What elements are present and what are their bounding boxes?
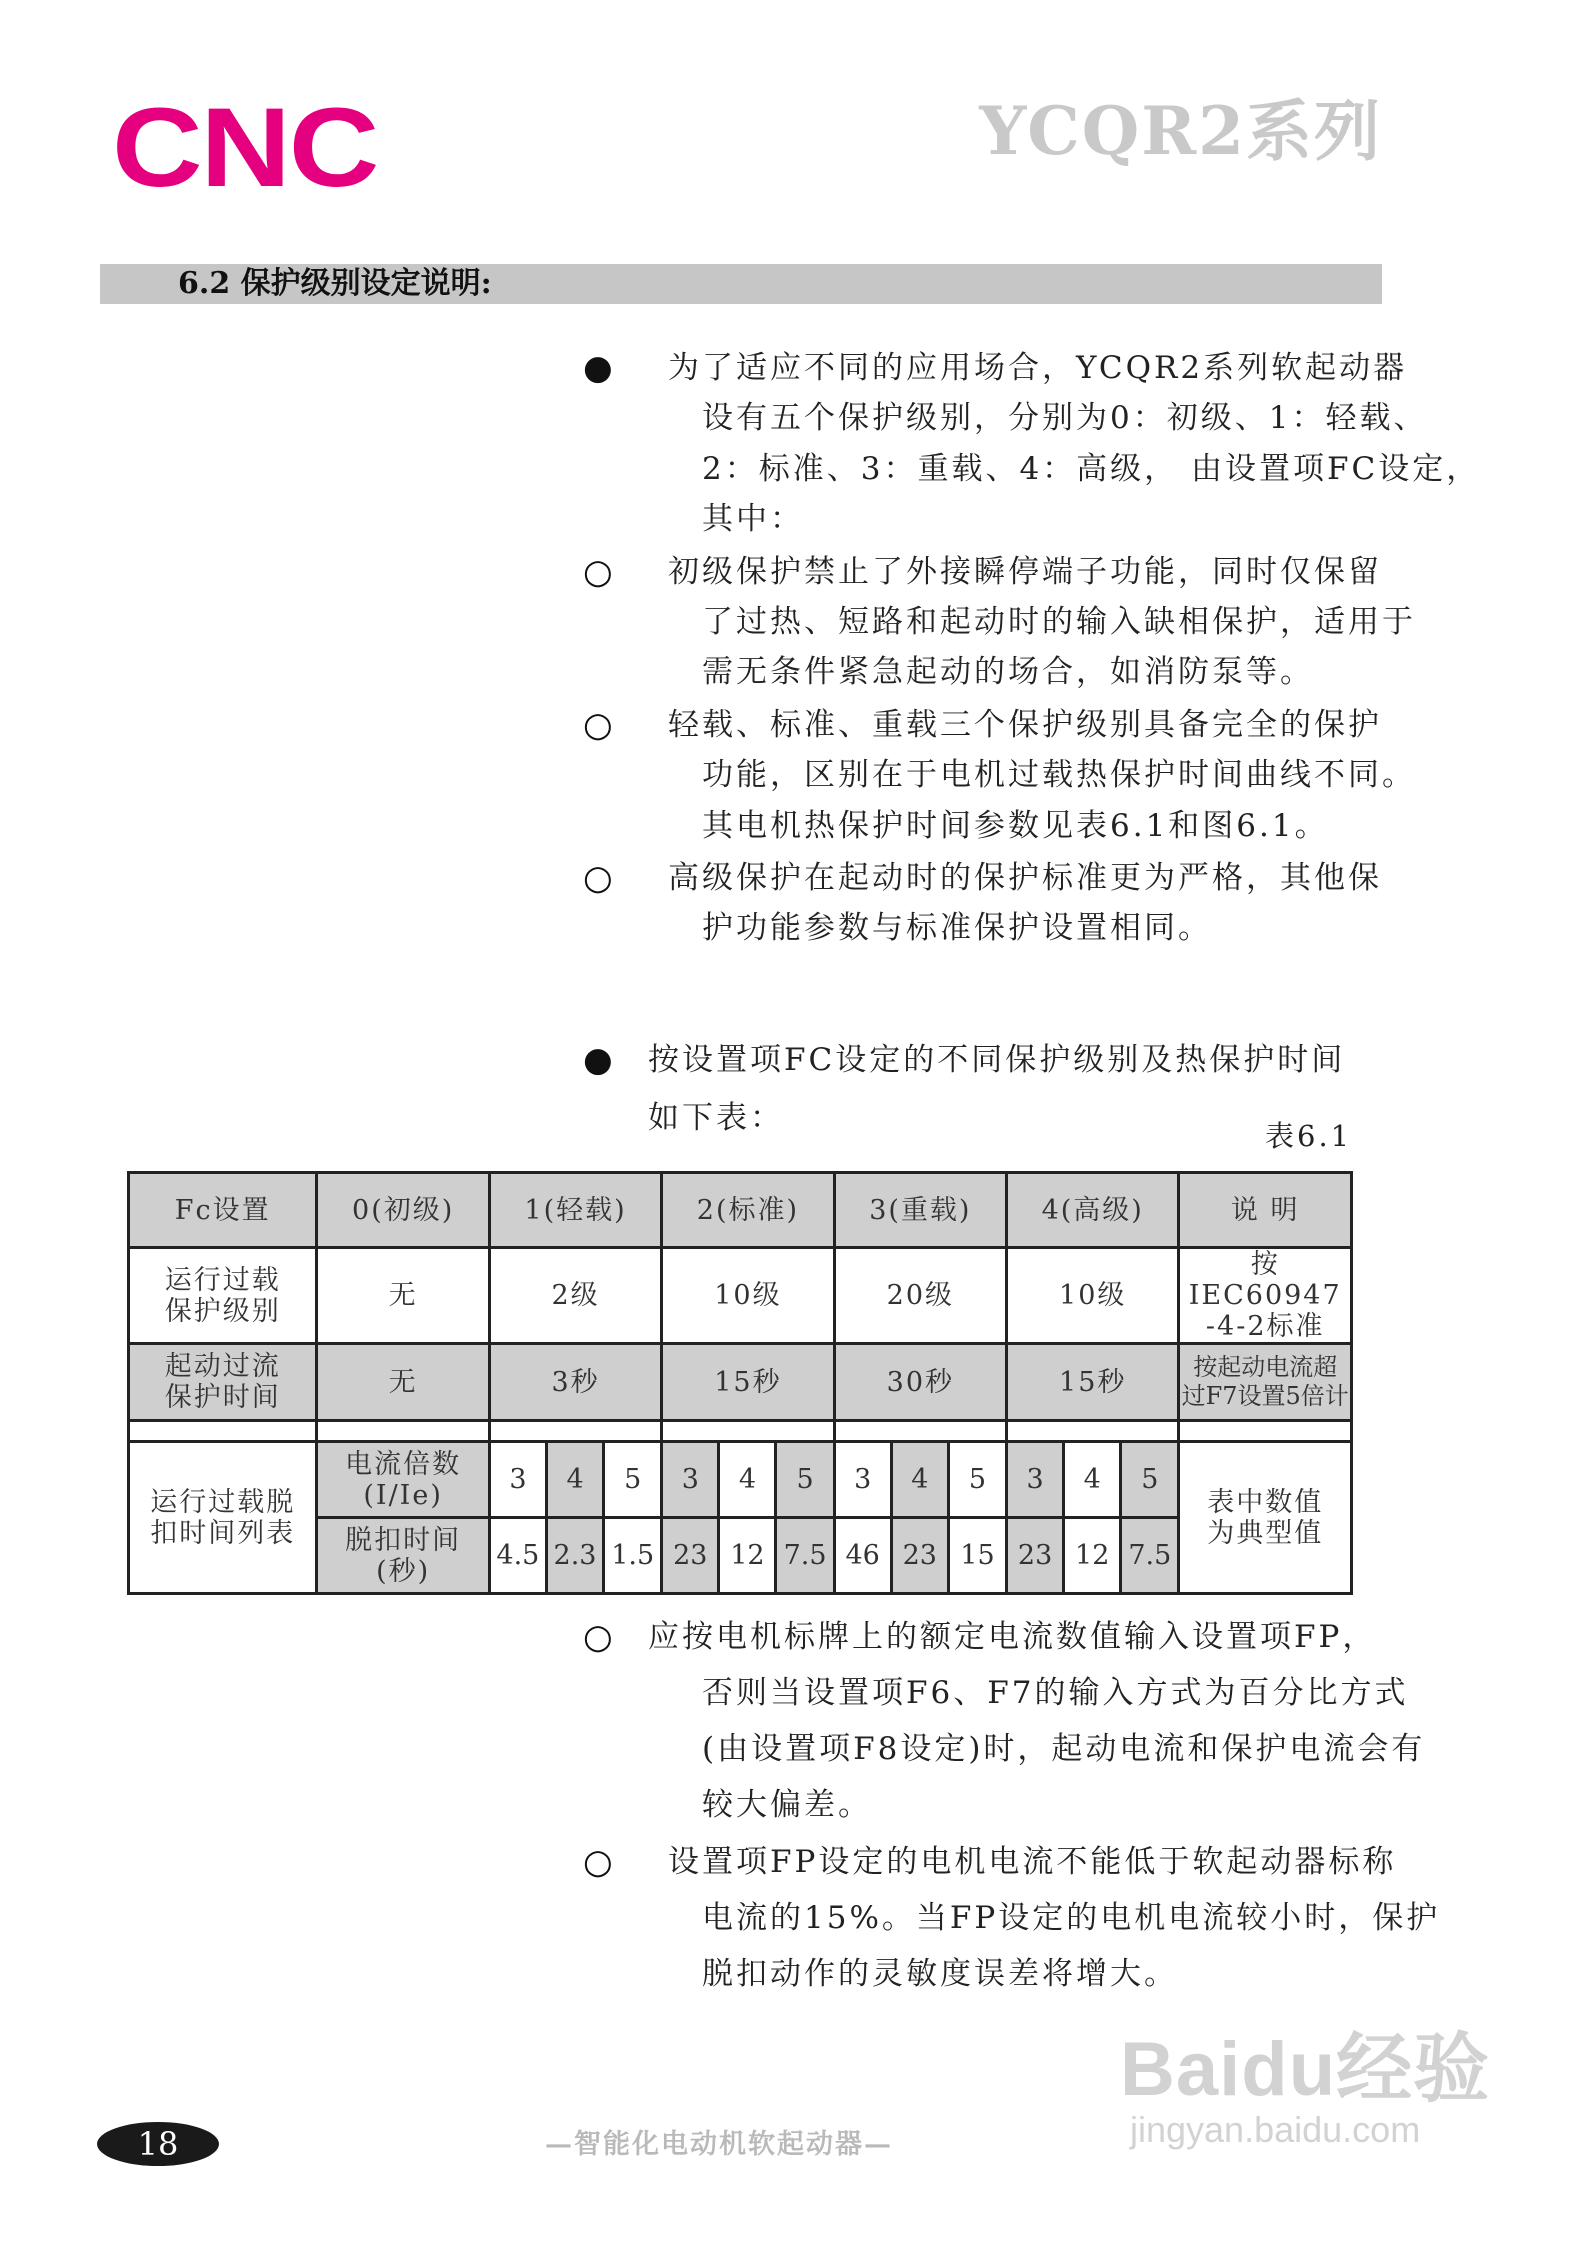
multiple-label-cell: 电流倍数 (I/Ie): [317, 1442, 489, 1518]
series-title: YCQR2系列: [979, 92, 1382, 170]
multiple-cell: 4: [719, 1442, 776, 1518]
text-line: 护功能参数与标准保护设置相同。: [702, 910, 1212, 946]
separator-cell: [1179, 1421, 1352, 1442]
table-header-cell: 说 明: [1179, 1173, 1352, 1248]
text-line: 轻载、标准、重载三个保护级别具备完全的保护: [668, 707, 1382, 743]
row-label-overload-level: 运行过载 保护级别: [129, 1248, 317, 1344]
text-line: 如下表：: [648, 1100, 784, 1136]
separator-cell: [1007, 1421, 1179, 1442]
text-line: 电流的15%。当FP设定的电机电流较小时，保护: [702, 1900, 1441, 1936]
multiple-cell: 5: [1121, 1442, 1179, 1518]
table-cell: 10级: [662, 1248, 834, 1344]
text-line: 脱扣动作的灵敏度误差将增大。: [702, 1956, 1178, 1992]
hollow-bullet-icon: ○: [583, 858, 613, 898]
table-header-cell: 2(标准): [662, 1173, 834, 1248]
table-header-cell: 4(高级): [1007, 1173, 1179, 1248]
text-line: 否则当设置项F6、F7的输入方式为百分比方式: [702, 1675, 1409, 1711]
filled-bullet-icon: ●: [583, 348, 613, 388]
table-header-cell: 1(轻载): [489, 1173, 661, 1248]
table-header-cell: 0(初级): [317, 1173, 489, 1248]
table-cell: 30秒: [834, 1344, 1006, 1421]
trip-time-cell: 12: [719, 1518, 776, 1594]
text-line: 其中：: [702, 501, 804, 537]
table-caption: 表6.1: [1265, 1119, 1353, 1153]
text-line: 设有五个保护级别，分别为0：初级、1：轻载、: [702, 400, 1428, 436]
table-note-cell: 按起动电流超 过F7设置5倍计: [1179, 1344, 1352, 1421]
table-cell: 无: [317, 1344, 489, 1421]
multiple-cell: 4: [1064, 1442, 1121, 1518]
baidu-watermark: [1120, 2027, 1491, 2150]
table-header-cell: Fc设置: [129, 1173, 317, 1248]
text-line: (由设置项F8设定)时，起动电流和保护电流会有: [702, 1731, 1426, 1767]
text-line: 2：标准、3：重载、4：高级， 由设置项FC设定，: [702, 451, 1481, 487]
separator-cell: [662, 1421, 834, 1442]
trip-time-cell: 12: [1064, 1518, 1121, 1594]
cnc-logo: CNC: [112, 85, 378, 210]
table-cell: 无: [317, 1248, 489, 1344]
separator-cell: [834, 1421, 1006, 1442]
multiple-cell: 3: [1007, 1442, 1064, 1518]
trip-time-cell: 4.5: [489, 1518, 546, 1594]
trip-time-cell: 46: [834, 1518, 891, 1594]
table-note-cell: 表中数值 为典型值: [1179, 1442, 1352, 1594]
trip-time-cell: 23: [1007, 1518, 1064, 1594]
text-line: 其电机热保护时间参数见表6.1和图6.1。: [702, 808, 1329, 844]
row-label-start-overcurrent: 起动过流 保护时间: [129, 1344, 317, 1421]
table-header-cell: 3(重载): [834, 1173, 1006, 1248]
separator-cell: [317, 1421, 489, 1442]
row-label-trip-table: 运行过载脱 扣时间列表: [129, 1442, 317, 1594]
text-line: 功能，区别在于电机过载热保护时间曲线不同。: [702, 757, 1416, 793]
text-line: 为了适应不同的应用场合，YCQR2系列软起动器: [668, 350, 1408, 386]
table-cell: 15秒: [1007, 1344, 1179, 1421]
protection-level-table: [127, 1171, 1353, 1595]
trip-time-cell: 23: [891, 1518, 948, 1594]
section-header-bar: [100, 264, 1382, 304]
text-line: 应按电机标牌上的额定电流数值输入设置项FP，: [648, 1619, 1377, 1655]
text-line: 了过热、短路和起动时的输入缺相保护，适用于: [702, 604, 1416, 640]
watermark-brand: Baidu经验: [1120, 2027, 1491, 2112]
multiple-cell: 3: [489, 1442, 546, 1518]
watermark-url: jingyan.baidu.com: [1130, 2109, 1421, 2150]
table-note-cell: 按IEC60947 -4-2标准: [1179, 1248, 1352, 1344]
multiple-cell: 5: [948, 1442, 1006, 1518]
hollow-bullet-icon: ○: [583, 705, 613, 745]
multiple-cell: 4: [891, 1442, 948, 1518]
filled-bullet-icon: ●: [583, 1040, 613, 1080]
footer-tagline: —智能化电动机软起动器—: [545, 2129, 893, 2160]
trip-time-cell: 15: [948, 1518, 1006, 1594]
text-line: 高级保护在起动时的保护标准更为严格，其他保: [668, 860, 1382, 896]
trip-time-cell: 23: [662, 1518, 719, 1594]
separator-cell: [129, 1421, 317, 1442]
text-line: 需无条件紧急起动的场合，如消防泵等。: [702, 654, 1314, 690]
trip-time-cell: 7.5: [776, 1518, 834, 1594]
page-number-badge: 18: [97, 2122, 219, 2166]
hollow-bullet-icon: ○: [583, 1617, 613, 1657]
hollow-bullet-icon: ○: [583, 552, 613, 592]
trip-time-cell: 1.5: [604, 1518, 662, 1594]
table-cell: 10级: [1007, 1248, 1179, 1344]
table-cell: 20级: [834, 1248, 1006, 1344]
time-label-cell: 脱扣时间 (秒): [317, 1518, 489, 1594]
multiple-cell: 3: [834, 1442, 891, 1518]
trip-time-cell: 7.5: [1121, 1518, 1179, 1594]
table-cell: 2级: [489, 1248, 661, 1344]
multiple-cell: 4: [546, 1442, 603, 1518]
table-cell: 15秒: [662, 1344, 834, 1421]
separator-cell: [489, 1421, 661, 1442]
multiple-cell: 3: [662, 1442, 719, 1518]
multiple-cell: 5: [604, 1442, 662, 1518]
trip-time-cell: 2.3: [546, 1518, 603, 1594]
section-title: 6.2 保护级别设定说明:: [178, 266, 492, 301]
text-line: 较大偏差。: [702, 1787, 872, 1823]
table-cell: 3秒: [489, 1344, 661, 1421]
text-line: 初级保护禁止了外接瞬停端子功能，同时仅保留: [668, 554, 1382, 590]
multiple-cell: 5: [776, 1442, 834, 1518]
hollow-bullet-icon: ○: [583, 1842, 613, 1882]
text-line: 设置项FP设定的电机电流不能低于软起动器标称: [668, 1844, 1397, 1880]
text-line: 按设置项FC设定的不同保护级别及热保护时间: [648, 1042, 1346, 1078]
